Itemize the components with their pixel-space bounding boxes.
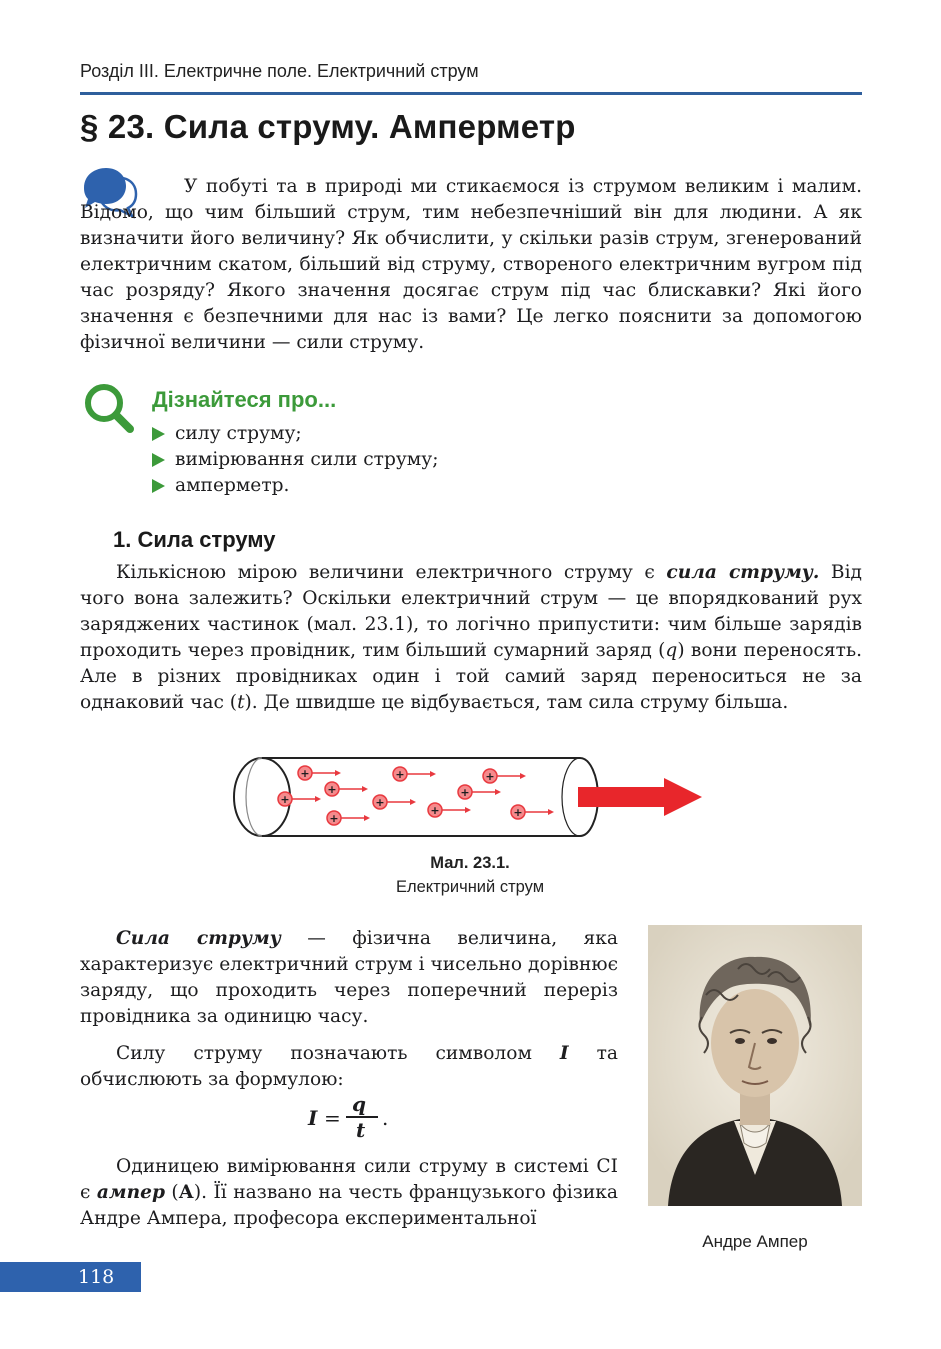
charge-sign: +: [329, 812, 339, 825]
formula-denominator: t: [356, 1118, 366, 1142]
charge-sign: +: [460, 786, 470, 799]
symbol-q: q: [665, 640, 678, 661]
formula-numerator: q: [352, 1092, 366, 1116]
term-definition: Сила струму: [116, 928, 281, 949]
formula-equals: =: [324, 1106, 341, 1130]
symbol-paragraph: Силу струму позначають символом I та обчислюють за формулою:: [80, 1043, 618, 1090]
bullet-triangle-icon: [152, 479, 165, 493]
figure-caption-text: Електричний струм: [395, 878, 545, 896]
portrait-caption: Андре Ампер: [702, 1232, 808, 1251]
intro-paragraph: [80, 174, 862, 356]
page-number: 118: [78, 1266, 115, 1288]
learn-list: [152, 421, 438, 499]
portrait-engraving: [648, 925, 862, 1206]
definition-paragraph: Сила струму — фізична величина, яка характеризує електричний струм і чисельно дорівнює заряду, що проходить через поперечний переріз провідника за одиницю часу.: [80, 928, 618, 1027]
page-title: § 23. Сила струму. Амперметр: [80, 108, 576, 145]
symbol-t: t: [237, 692, 245, 713]
unit-paragraph: Одиницею вимірювання сили струму в системі СІ є ампер (А). Її названо на честь французького фізика Андре Ампера, професора експериментальної: [80, 1156, 618, 1229]
unit-abbr: А: [178, 1182, 194, 1203]
charge-sign: +: [300, 767, 310, 780]
learn-item: амперметр.: [152, 473, 438, 499]
current-formula: [300, 1092, 420, 1146]
charge-sign: +: [375, 796, 385, 809]
section-heading: 1. Сила струму: [113, 527, 276, 552]
page-number-bar: [0, 1262, 141, 1292]
direction-arrow-body: [578, 787, 666, 807]
charge-sign: +: [395, 768, 405, 781]
learn-title: Дізнайтеся про...: [152, 387, 337, 412]
symbol-I: I: [559, 1043, 569, 1064]
intro-text: У побуті та в природі ми стикаємося із струмом великим і малим. Відомо, що чим більший струм, тим небезпечніший він для людини. А як визначити його величину? Як обчислити, у скільки разів струм, згенерований електричним скатом, більший від струму, створеного електричним вугром під час розряду? Якого значення досягає струм під час блискавки? Які його значення є безпечними для нас із вами? Це легко пояснити за допомогою фізичної величини — сили струму.: [80, 176, 862, 353]
ampere-portrait: [648, 925, 862, 1206]
bullet-triangle-icon: [152, 453, 165, 467]
learn-item: вимірювання сили струму;: [152, 447, 438, 473]
magnifier-icon: [82, 381, 136, 435]
bullet-triangle-icon: [152, 427, 165, 441]
current-diagram: [230, 752, 710, 842]
charge-sign: +: [327, 783, 337, 796]
charge-sign: +: [430, 804, 440, 817]
charge-sign: +: [280, 793, 290, 806]
direction-arrow-head: [664, 778, 702, 816]
section-paragraph: Кількісною мірою величини електричного струму є сила струму. Від чого вона залежить? Оскільки електричний струм — це впорядкований рух заряджених частинок (мал. 23.1), то логічно припустити: чим більше зарядів проходить через провідник, тим більший сумарний заряд (q) вони переносять. Але в різних провідниках один і той самий заряд переноситься не за однаковий час (t). Де швидше це відбувається, там сила струму більша.: [80, 562, 862, 713]
charge-sign: +: [485, 770, 495, 783]
header-rule: [80, 92, 862, 95]
formula-end: .: [382, 1106, 389, 1130]
chapter-header: Розділ ІІІ. Електричне поле. Електричний струм: [80, 61, 479, 81]
term-ampere: ампер: [96, 1182, 165, 1203]
formula-lhs: I: [308, 1106, 318, 1130]
term-current: сила струму.: [666, 562, 820, 583]
charge-sign: +: [513, 806, 523, 819]
learn-item: силу струму;: [152, 421, 438, 447]
figure-caption-title: Мал. 23.1.: [430, 854, 510, 872]
